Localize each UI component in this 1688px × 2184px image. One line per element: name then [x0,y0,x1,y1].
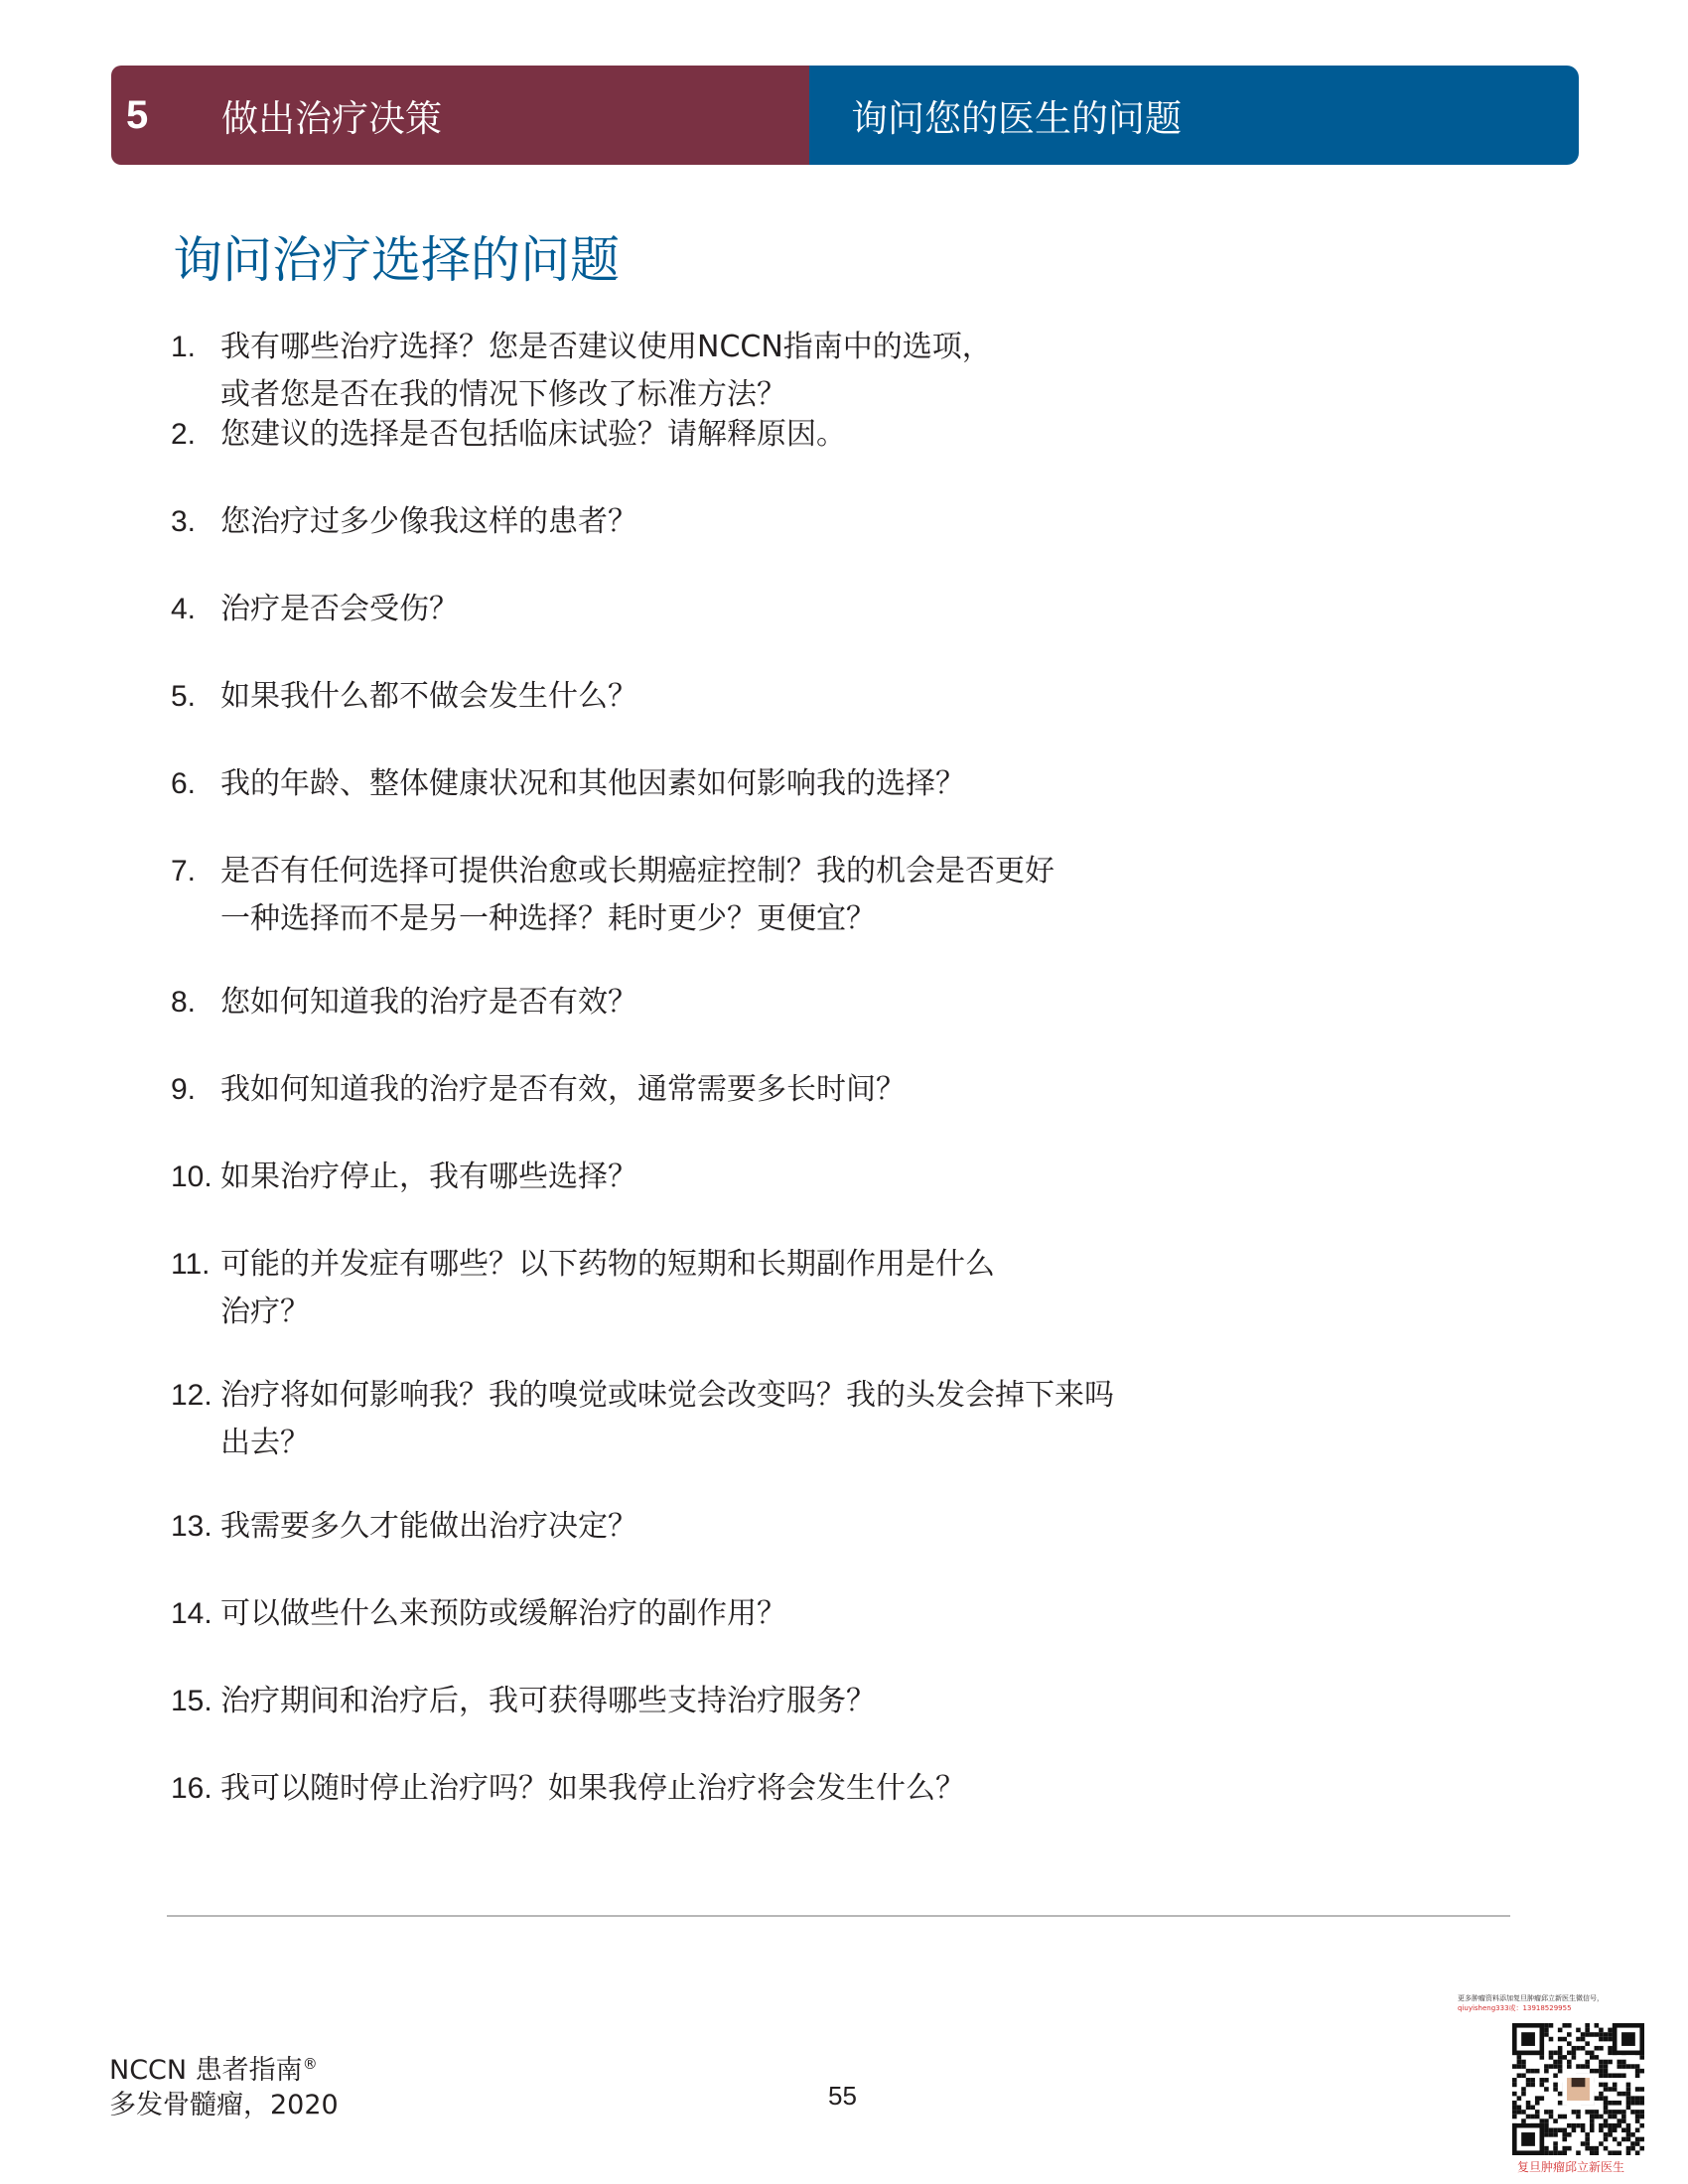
question-line: 我可以随时停止治疗吗？如果我停止治疗将会发生什么？ [220,1771,965,1806]
footer-brand [109,2045,318,2090]
question-line: 您建议的选择是否包括临床试验？请解释原因。 [220,417,846,452]
question-item [171,848,1055,943]
question-text [220,848,1055,943]
question-item [171,1590,786,1638]
chapter-tab [111,66,809,165]
watermark-text [1458,1993,1688,2013]
question-number: 11. [171,1248,211,1281]
question-text [220,760,965,808]
question-text [220,411,846,459]
question-text [220,1765,965,1813]
question-item [171,1066,906,1114]
question-text [220,1241,995,1336]
divider [167,1915,1510,1917]
question-number: 12. [171,1379,212,1412]
question-number: 3. [171,505,197,538]
question-line: 如果我什么都不做会发生什么？ [220,679,637,714]
question-number: 4. [171,593,197,625]
question-item [171,979,637,1026]
footer-edition: 多发骨髓瘤，2020 [109,2090,339,2120]
question-line: 我的年龄、整体健康状况和其他因素如何影响我的选择？ [220,766,965,801]
chapter-number: 5 [126,92,149,137]
question-text [220,1372,1114,1467]
question-line: 我如何知道我的治疗是否有效，通常需要多长时间？ [220,1072,906,1107]
watermark-caption: 复旦肿瘤邱立新医生 [1517,2160,1625,2174]
question-line: 您治疗过多少像我这样的患者？ [220,504,637,539]
question-text [220,1590,786,1638]
question-text [220,1678,876,1725]
question-line: 我有哪些治疗选择？您是否建议使用NCCN指南中的选项， [220,330,992,364]
watermark-line1: 更多肿瘤资料添加复旦肿瘤邱立新医生微信号， [1458,1994,1604,2002]
question-item [171,324,992,419]
question-item [171,1765,965,1813]
question-item [171,1372,1114,1467]
question-text [220,1503,637,1551]
question-number: 13. [171,1510,212,1543]
question-line: 治疗是否会受伤？ [220,592,459,626]
question-number: 5. [171,680,197,713]
page-number: 55 [828,2081,857,2111]
question-text [220,979,637,1026]
question-line: 治疗期间和治疗后，我可获得哪些支持治疗服务？ [220,1684,876,1718]
question-line: 如果治疗停止，我有哪些选择？ [220,1160,637,1194]
chapter-title: 做出治疗决策 [221,97,442,140]
question-line: 可能的并发症有哪些？以下药物的短期和长期副作用是什么 [220,1247,995,1282]
question-line: 是否有任何选择可提供治愈或长期癌症控制？我的机会是否更好 [220,854,1055,888]
question-number: 10. [171,1160,212,1193]
question-text [220,586,459,633]
question-item [171,760,965,808]
question-line: 我需要多久才能做出治疗决定？ [220,1509,637,1544]
watermark-line2: qiuyisheng333或：13918529955 [1458,2004,1572,2012]
question-item [171,1241,995,1336]
question-item [171,1503,637,1551]
question-line: 出去？ [220,1426,310,1460]
question-number: 2. [171,418,197,451]
footer-brand-text: NCCN 患者指南 [109,2055,303,2086]
question-text [220,673,637,721]
question-item [171,586,459,633]
question-number: 14. [171,1597,212,1630]
question-line: 您如何知道我的治疗是否有效？ [220,985,637,1020]
question-text [220,1066,906,1114]
question-number: 15. [171,1685,212,1717]
question-number: 9. [171,1073,197,1106]
chapter-header [111,66,1579,165]
question-line: 治疗将如何影响我？我的嗅觉或味觉会改变吗？我的头发会掉下来吗 [220,1378,1114,1413]
question-line: 治疗？ [220,1295,310,1329]
registered-mark: ® [302,2055,318,2073]
section-tab [809,66,1579,165]
question-item [171,411,846,459]
question-number: 6. [171,767,197,800]
question-text [220,1154,637,1201]
question-item [171,498,637,546]
question-number: 7. [171,855,197,887]
page-heading: 询问治疗选择的问题 [173,231,620,289]
question-item [171,673,637,721]
question-item [171,1678,876,1725]
question-line: 或者您是否在我的情况下修改了标准方法？ [220,377,786,412]
qr-code-icon [1512,2023,1644,2155]
question-number: 1. [171,331,197,363]
question-line: 一种选择而不是另一种选择？耗时更少？更便宜？ [220,901,876,936]
section-title: 询问您的医生的问题 [851,97,1182,140]
question-text [220,324,992,419]
question-number: 16. [171,1772,212,1805]
question-number: 8. [171,986,197,1019]
question-item [171,1154,637,1201]
question-text [220,498,637,546]
question-line: 可以做些什么来预防或缓解治疗的副作用？ [220,1596,786,1631]
